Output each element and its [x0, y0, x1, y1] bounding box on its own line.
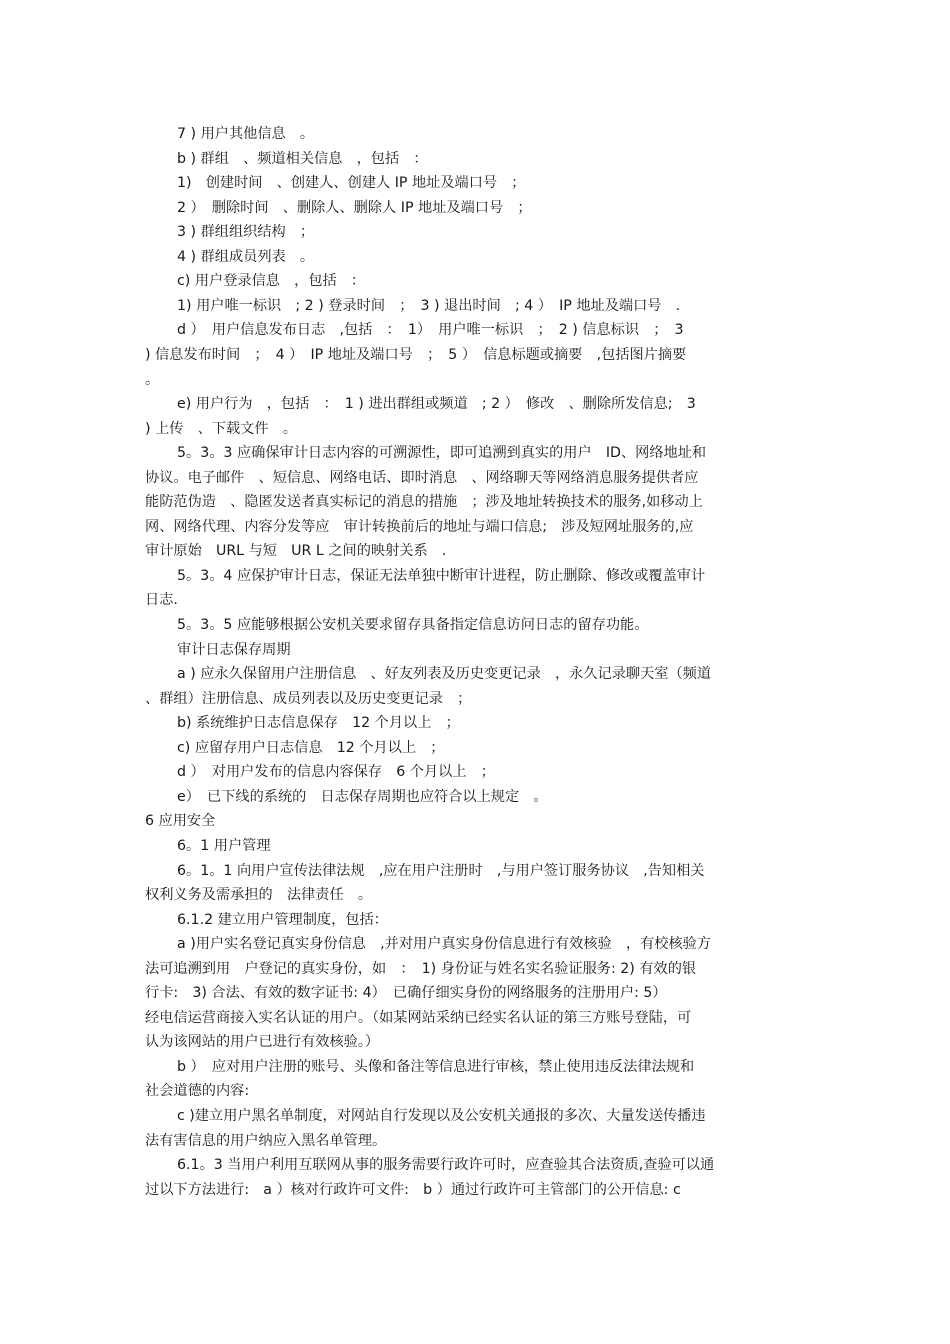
text-line: d ） 用户信息发布日志 ,包括 ： 1） 用户唯一标识 ； 2 ) 信息标识 ； 3 — [177, 322, 684, 339]
text-line: 权利义务及需承担的 法律责任 。 — [145, 887, 373, 904]
text-line: 1) 用户唯一标识 ; 2 ) 登录时间 ； 3 ) 退出时间 ; 4 ） IP 地址及端口号 . — [177, 297, 681, 314]
text-line: 6。1 用户管理 — [177, 837, 271, 854]
text-line: d ） 对用户发布的信息内容保存 6 个月以上 ； — [177, 764, 495, 781]
text-line: 经电信运营商接入实名认证的用户。（如某网站采纳已经实名认证的第三方账号登陆，可 — [145, 1009, 692, 1026]
text-line: c )建立用户黑名单制度，对网站自行发现以及公安机关通报的多次、大量发送传播违 — [177, 1108, 706, 1124]
text-line: ) 信息发布时间 ； 4 ） IP 地址及端口号 ； 5 ） 信息标题或摘要 ,包括图片摘要 — [145, 346, 687, 363]
text-line: ) 上传 、下载文件 。 — [145, 420, 297, 437]
text-line: a )用户实名登记真实身份信息 ,并对用户真实身份信息进行有效核验 ，有校核验方 — [177, 936, 712, 953]
text-line: 2 ） 删除时间 、删除人、删除人 IP 地址及端口号 ； — [177, 199, 532, 216]
text-line: 7 ) 用户其他信息 。 — [177, 126, 315, 142]
text-line: b) 系统维护日志信息保存 12 个月以上 ； — [177, 715, 460, 732]
text-line: 审计日志保存周期 — [177, 641, 291, 658]
text-line: c) 应留存用户日志信息 12 个月以上 ； — [177, 739, 445, 756]
text-line: c) 用户登录信息 ，包括 ： — [177, 273, 366, 290]
text-line: 5。3。4 应保护审计日志，保证无法单独中断审计进程，防止删除、修改或覆盖审计 — [177, 567, 706, 584]
text-line: 法有害信息的用户纳应入黑名单管理。 — [145, 1132, 387, 1149]
text-line: 能防范伪造 、隐匿发送者真实标记的消息的措施 ；涉及地址转换技术的服务,如移动上 — [145, 494, 703, 511]
text-line: 行卡: 3) 合法、有效的数字证书: 4） 已确仔细实身份的网络服务的注册用户: 5） — [145, 985, 667, 1002]
text-line: e) 用户行为 ，包括 ： 1 ) 进出群组或频道 ; 2 ） 修改 、删除所发信息; 3 — [177, 396, 696, 413]
text-line: 1) 创建时间 、创建人、创建人 IP 地址及端口号 ； — [177, 175, 526, 192]
text-line: 法可追溯到用 户登记的真实身份，如 ： 1) 身份证与姓名实名验证服务: 2) 有效的银 — [145, 960, 697, 977]
text-line: 6.1。3 当用户利用互联网从事的服务需要行政许可时，应查验其合法资质,查验可以通 — [177, 1157, 715, 1174]
text-line: 5。3。5 应能够根据公安机关要求留存具备指定信息访问日志的留存功能。 — [177, 617, 649, 633]
text-line: 4 ) 群组成员列表 。 — [177, 248, 315, 265]
text-line: b ） 应对用户注册的账号、头像和备注等信息进行审核，禁止使用违反法律法规和 — [177, 1058, 695, 1075]
text-line: 网、网络代理、内容分发等应 审计转换前后的地址与端口信息; 涉及短网址服务的,应 — [145, 518, 694, 535]
text-line: 协议。电子邮件 、短信息、网络电话、即时消息 、网络聊天等网络消息服务提供者应 — [145, 469, 699, 486]
text-line: 6.1.2 建立用户管理制度，包括： — [177, 911, 388, 928]
text-line: 6。1。1 向用户宣传法律法规 ,应在用户注册时 ,与用户签订服务协议 ,告知相关 — [177, 862, 705, 879]
text-line: 6 应用安全 — [145, 813, 216, 830]
text-line: 认为该网站的用户已进行有效核验。） — [145, 1034, 380, 1051]
text-line: 日志. — [145, 592, 178, 609]
text-line: 、群组）注册信息、成员列表以及历史变更记录 ； — [145, 690, 472, 707]
text-line: 社会道德的内容: — [145, 1083, 250, 1100]
text-line: 5。3。3 应确保审计日志内容的可溯源性，即可追溯到真实的用户 ID、网络地址和 — [177, 445, 707, 462]
text-line: a ) 应永久保留用户注册信息 、好友列表及历史变更记录 ，永久记录聊天室（频道 — [177, 666, 712, 683]
text-line: 3 ) 群组组织结构 ； — [177, 224, 315, 241]
text-line: 过以下方法进行: a ）核对行政许可文件: b ）通过行政许可主管部门的公开信息: c — [145, 1181, 681, 1198]
text-line: 。 — [145, 371, 160, 388]
text-line: e） 已下线的系统的 日志保存周期也应符合以上规定 。 — [177, 788, 548, 805]
text-line: 审计原始 URL 与短 UR L 之间的映射关系 . — [145, 543, 447, 560]
text-line: b ) 群组 、频道相关信息 ，包括 ： — [177, 150, 428, 167]
